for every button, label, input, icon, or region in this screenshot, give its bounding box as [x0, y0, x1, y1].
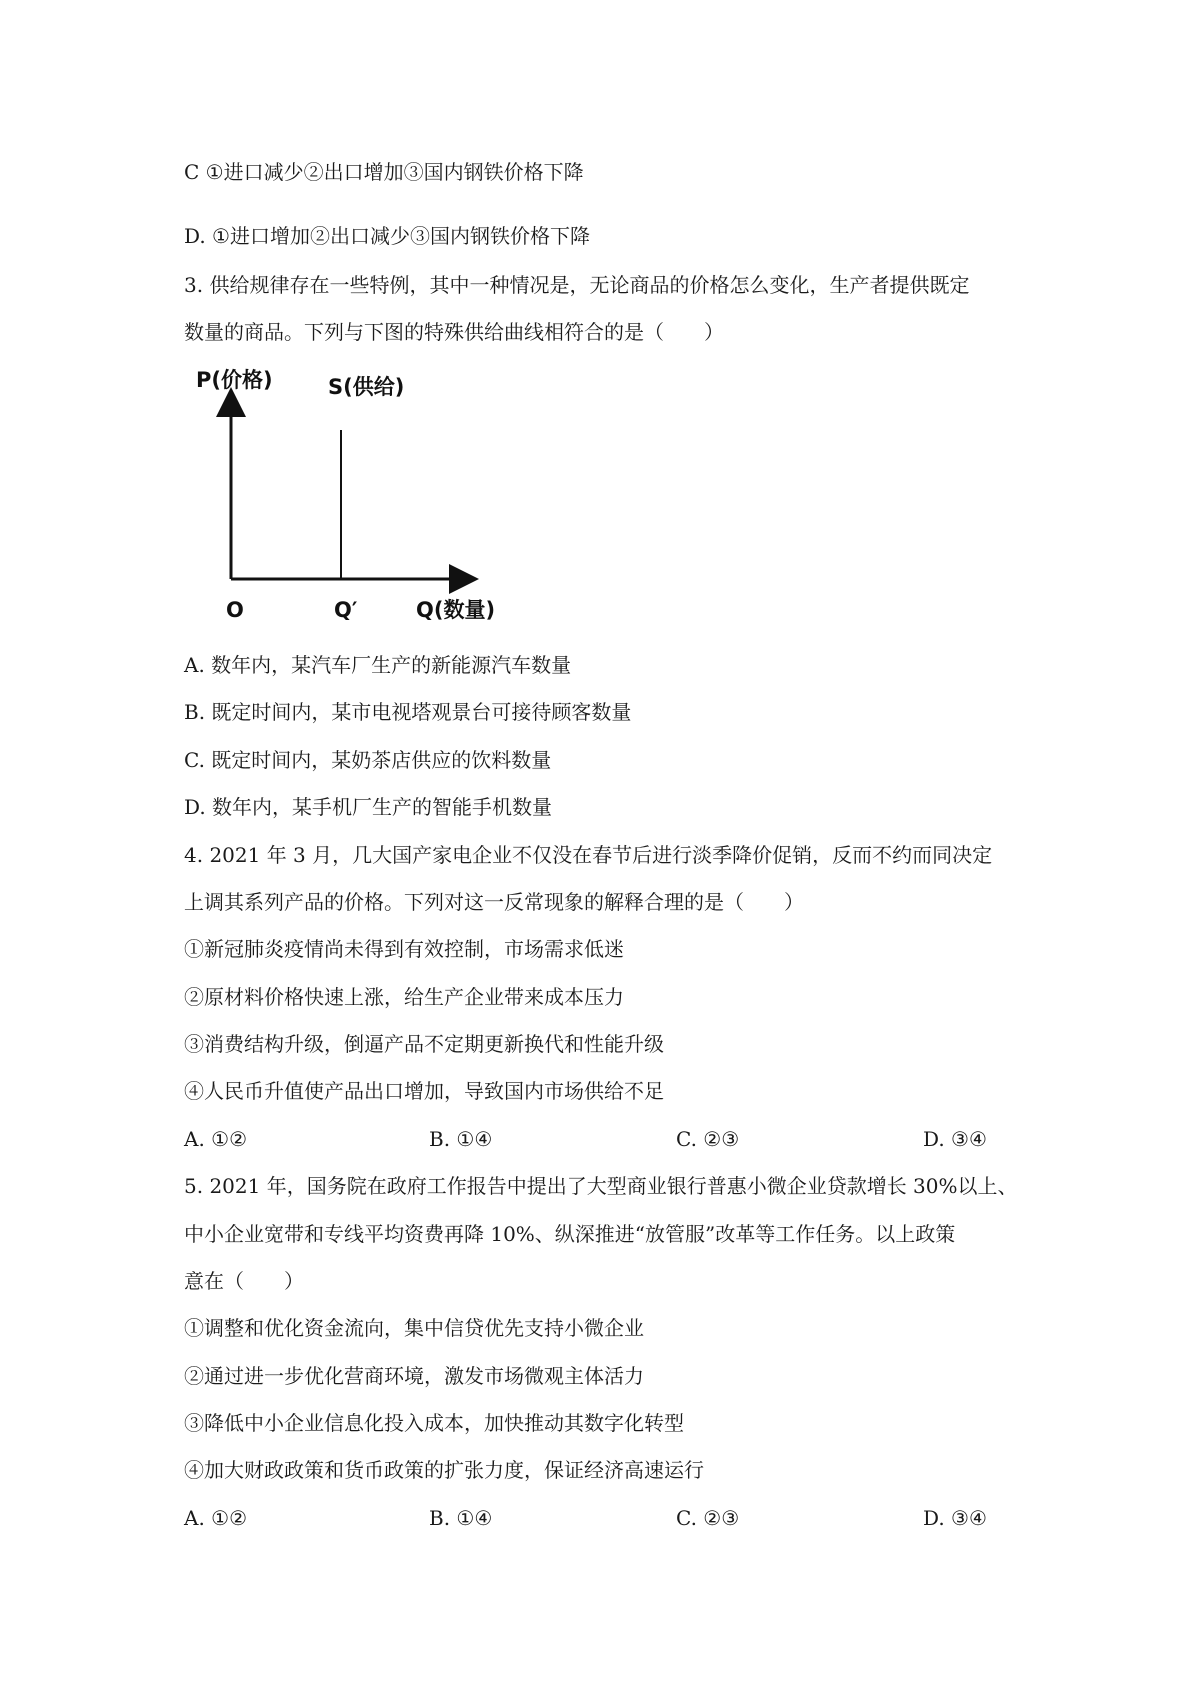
q-prime-label: Q′: [334, 598, 358, 622]
q4-choice-d: D. ③④: [923, 1127, 987, 1151]
q5-choice-a: A. ①②: [184, 1506, 248, 1530]
origin-label: O: [226, 598, 244, 622]
q3-option-a: A. 数年内，某汽车厂生产的新能源汽车数量: [184, 653, 572, 677]
q5-stem-line3: 意在（ ）: [184, 1269, 304, 1293]
q4-stem-line2: 上调其系列产品的价格。下列对这一反常现象的解释合理的是（ ）: [184, 890, 804, 914]
supply-curve-figure: [184, 362, 524, 627]
q5-stem-line2: 中小企业宽带和专线平均资费再降 10%、纵深推进“放管服”改革等工作任务。以上政策: [184, 1222, 956, 1246]
q4-statement-2: ②原材料价格快速上涨，给生产企业带来成本压力: [184, 985, 624, 1009]
q3-stem-line1: 3. 供给规律存在一些特例，其中一种情况是，无论商品的价格怎么变化，生产者提供既定: [184, 273, 970, 297]
q5-statement-2: ②通过进一步优化营商环境，激发市场微观主体活力: [184, 1364, 644, 1388]
q5-statement-1: ①调整和优化资金流向，集中信贷优先支持小微企业: [184, 1316, 644, 1340]
q4-stem-line1: 4. 2021 年 3 月，几大国产家电企业不仅没在春节后进行淡季降价促销，反而不约而同决定: [184, 843, 993, 867]
q4-choice-b: B. ①④: [429, 1127, 493, 1151]
x-axis-label: Q(数量): [416, 598, 496, 622]
q5-statement-3: ③降低中小企业信息化投入成本，加快推动其数字化转型: [184, 1411, 684, 1435]
q2-option-c: C ①进口减少②出口增加③国内钢铁价格下降: [184, 160, 584, 184]
y-axis-label: P(价格): [196, 368, 273, 392]
q4-choice-a: A. ①②: [184, 1127, 248, 1151]
q4-statement-1: ①新冠肺炎疫情尚未得到有效控制，市场需求低迷: [184, 937, 624, 961]
q3-option-b: B. 既定时间内，某市电视塔观景台可接待顾客数量: [184, 700, 632, 724]
supply-label: S(供给): [328, 375, 405, 399]
q5-statement-4: ④加大财政政策和货币政策的扩张力度，保证经济高速运行: [184, 1458, 704, 1482]
q5-stem-line1: 5. 2021 年，国务院在政府工作报告中提出了大型商业银行普惠小微企业贷款增长 30%以上、: [184, 1174, 1018, 1198]
q5-choice-d: D. ③④: [923, 1506, 987, 1530]
q4-choice-c: C. ②③: [676, 1127, 740, 1151]
q4-statement-4: ④人民币升值使产品出口增加，导致国内市场供给不足: [184, 1079, 664, 1103]
q4-statement-3: ③消费结构升级，倒逼产品不定期更新换代和性能升级: [184, 1032, 664, 1056]
q5-choice-b: B. ①④: [429, 1506, 493, 1530]
q3-stem-line2: 数量的商品。下列与下图的特殊供给曲线相符合的是（ ）: [184, 320, 724, 344]
q2-option-d: D. ①进口增加②出口减少③国内钢铁价格下降: [184, 224, 590, 248]
q5-choice-c: C. ②③: [676, 1506, 740, 1530]
q3-option-d: D. 数年内，某手机厂生产的智能手机数量: [184, 795, 553, 819]
q3-option-c: C. 既定时间内，某奶茶店供应的饮料数量: [184, 748, 552, 772]
